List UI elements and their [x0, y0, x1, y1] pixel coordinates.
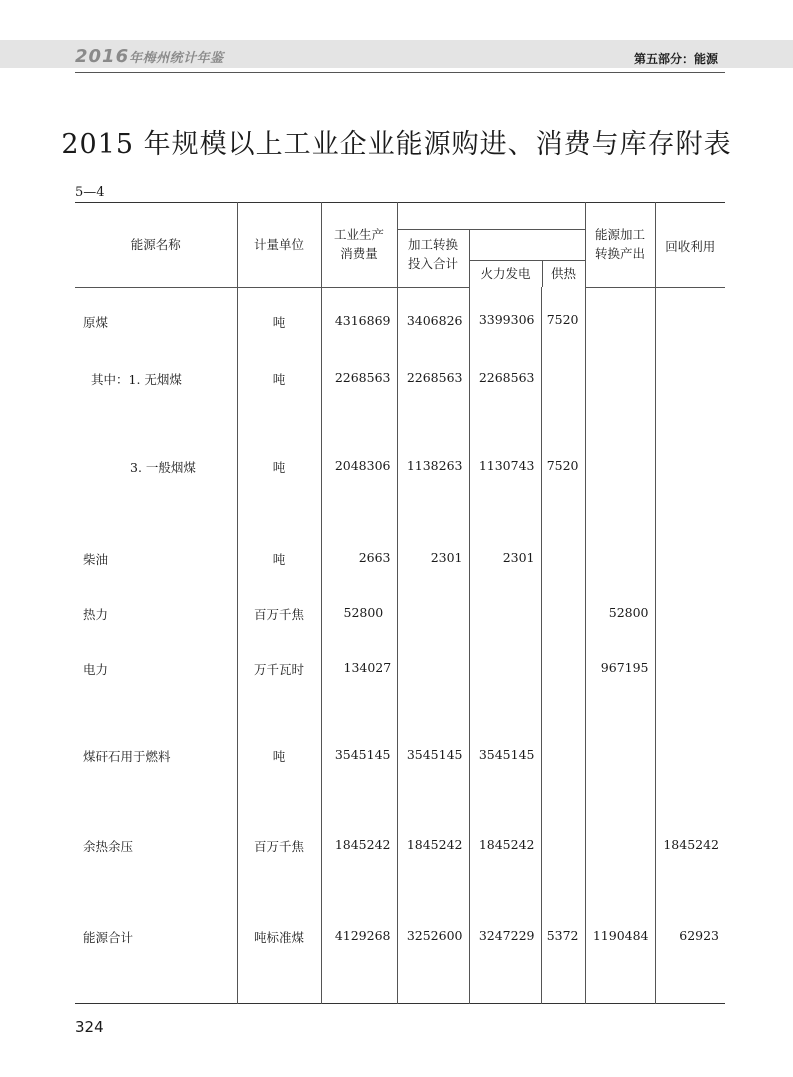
- cell-recovery: [655, 450, 725, 545]
- book-name: 年梅州统计年鉴: [129, 51, 224, 66]
- header-thermal-power: 火力发电: [470, 261, 543, 287]
- book-title: [75, 46, 224, 67]
- page-title: 2015 年规模以上工业企业能源购进、消费与库存附表: [61, 129, 732, 160]
- cell-thermal-power: 2268563: [469, 362, 541, 450]
- cell-thermal-power: 3247229: [469, 925, 541, 1003]
- cell-thermal-power: 1845242: [469, 833, 541, 925]
- energy-table: [75, 202, 725, 1004]
- cell-processing-output: [585, 545, 655, 600]
- row-unit: 吨: [237, 287, 321, 362]
- header-processing-input: 加工转换投入合计: [397, 230, 469, 288]
- header-unit: 计量单位: [237, 203, 321, 288]
- cell-consumption: 2663: [321, 545, 397, 600]
- cell-recovery: 1845242: [655, 833, 725, 925]
- cell-heat-supply: [541, 833, 585, 925]
- row-unit: 吨标准煤: [237, 925, 321, 1003]
- row-name: 能源合计: [75, 925, 237, 1003]
- cell-consumption: 1845242: [321, 833, 397, 925]
- header-energy-name: 能源名称: [75, 203, 237, 288]
- cell-thermal-power: [469, 600, 541, 654]
- cell-thermal-power: 2301: [469, 545, 541, 600]
- table-row: [75, 287, 725, 362]
- cell-recovery: [655, 362, 725, 450]
- header-heat-supply: 供热: [551, 266, 577, 281]
- cell-processing-input: [397, 654, 469, 743]
- cell-processing-input: [397, 600, 469, 654]
- row-unit: 吨: [237, 545, 321, 600]
- cell-recovery: 62923: [655, 925, 725, 1003]
- cell-processing-output: [585, 287, 655, 362]
- cell-heat-supply: [541, 600, 585, 654]
- row-name: 余热余压: [75, 833, 237, 925]
- cell-processing-input: 3406826: [397, 287, 469, 362]
- cell-recovery: [655, 545, 725, 600]
- cell-processing-output: [585, 743, 655, 833]
- row-unit: 吨: [237, 362, 321, 450]
- table-row: [75, 925, 725, 1003]
- cell-processing-output: 52800: [585, 600, 655, 654]
- page-number: 324: [75, 1018, 104, 1036]
- row-unit: 吨: [237, 450, 321, 545]
- row-name: 热力: [75, 600, 237, 654]
- cell-heat-supply: [541, 743, 585, 833]
- cell-processing-output: [585, 833, 655, 925]
- row-name: 原煤: [75, 287, 237, 362]
- cell-recovery: [655, 600, 725, 654]
- cell-heat-supply: 7520: [541, 287, 585, 362]
- row-unit: 百万千焦: [237, 833, 321, 925]
- book-year: 2016: [75, 46, 130, 67]
- cell-processing-output: [585, 362, 655, 450]
- cell-processing-output: 967195: [585, 654, 655, 743]
- header-recovery: 回收利用: [655, 203, 725, 288]
- row-name: 3. 一般烟煤: [75, 450, 237, 545]
- row-name: 柴油: [75, 545, 237, 600]
- header-processing-group-blank: [397, 203, 585, 230]
- cell-processing-output: [585, 450, 655, 545]
- row-unit: 百万千焦: [237, 600, 321, 654]
- cell-heat-supply: 7520: [541, 450, 585, 545]
- header-processing-output: 能源加工转换产出: [585, 203, 655, 288]
- running-header: [0, 0, 793, 76]
- cell-recovery: [655, 743, 725, 833]
- cell-consumption: 134027: [321, 654, 397, 743]
- cell-consumption: 3545145: [321, 743, 397, 833]
- cell-consumption: 2268563: [321, 362, 397, 450]
- cell-thermal-power: 1130743: [469, 450, 541, 545]
- cell-processing-input: 1845242: [397, 833, 469, 925]
- energy-table-container: [75, 202, 725, 1002]
- table-row: [75, 833, 725, 925]
- cell-heat-supply: [541, 654, 585, 743]
- row-name: 电力: [75, 654, 237, 743]
- cell-thermal-power: [469, 654, 541, 743]
- header-consumption: 工业生产消费量: [321, 203, 397, 288]
- header-processing-sub-group: [469, 230, 585, 288]
- table-row: [75, 743, 725, 833]
- row-name: 煤矸石用于燃料: [75, 743, 237, 833]
- table-row: [75, 654, 725, 743]
- cell-processing-input: 1138263: [397, 450, 469, 545]
- cell-consumption: 52800: [321, 600, 397, 654]
- table-row: [75, 545, 725, 600]
- cell-thermal-power: 3545145: [469, 743, 541, 833]
- table-row: [75, 600, 725, 654]
- table-row: [75, 450, 725, 545]
- cell-processing-output: 1190484: [585, 925, 655, 1003]
- cell-processing-input: 3252600: [397, 925, 469, 1003]
- header-divider: [75, 72, 725, 73]
- cell-thermal-power: 3399306: [469, 287, 541, 362]
- row-unit: 吨: [237, 743, 321, 833]
- cell-recovery: [655, 287, 725, 362]
- cell-processing-input: 2268563: [397, 362, 469, 450]
- table-row: [75, 362, 725, 450]
- cell-recovery: [655, 654, 725, 743]
- section-title: 第五部分：能源: [633, 52, 718, 66]
- cell-heat-supply: [541, 545, 585, 600]
- cell-consumption: 2048306: [321, 450, 397, 545]
- cell-heat-supply: 5372: [541, 925, 585, 1003]
- cell-processing-input: 3545145: [397, 743, 469, 833]
- row-name: 其中：1. 无烟煤: [75, 362, 237, 450]
- cell-consumption: 4129268: [321, 925, 397, 1003]
- cell-processing-input: 2301: [397, 545, 469, 600]
- cell-consumption: 4316869: [321, 287, 397, 362]
- row-unit: 万千瓦时: [237, 654, 321, 743]
- table-number: 5—4: [75, 185, 105, 200]
- cell-heat-supply: [541, 362, 585, 450]
